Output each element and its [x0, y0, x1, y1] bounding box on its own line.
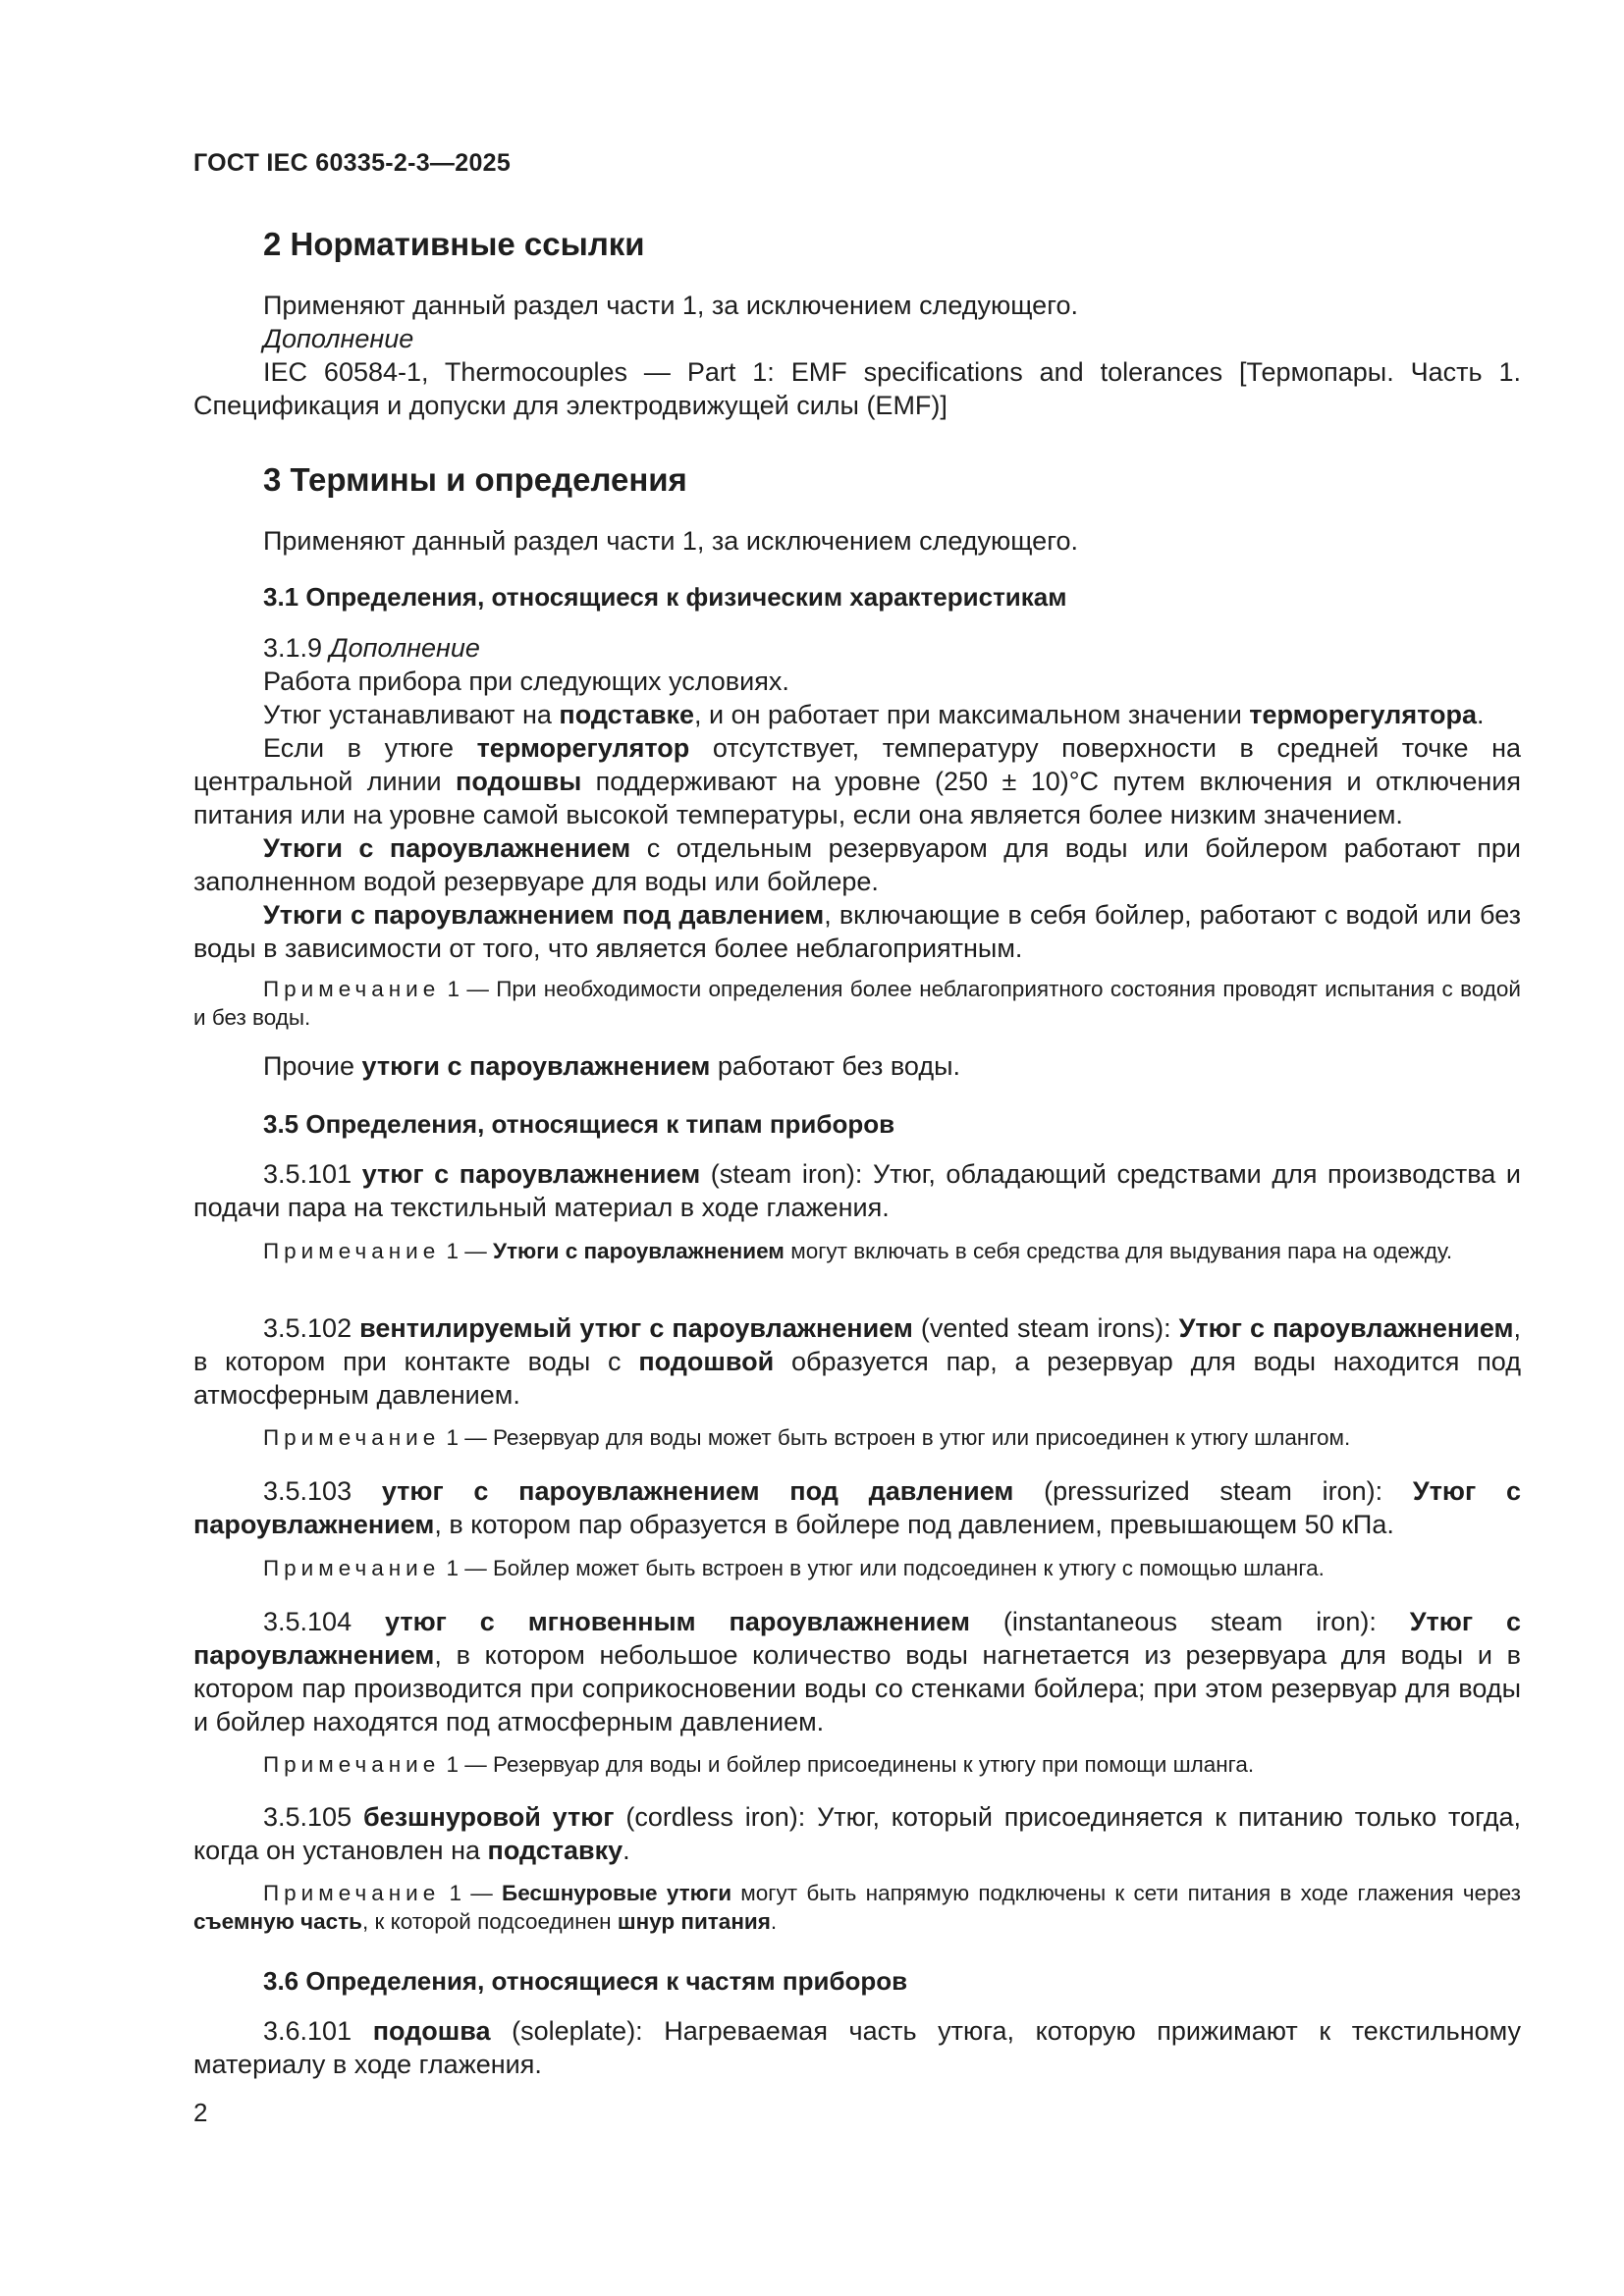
section-2-heading: 2 Нормативные ссылки — [263, 226, 645, 262]
note: Примечание 1 — Бойлер может быть встроен в утюг или подсоединен к утюгу с помощью шланга. — [263, 1556, 1325, 1580]
note: Примечание 1 — Резервуар для воды может быть встроен в утюг или присоединен к утюгу шлангом. — [263, 1425, 1351, 1450]
section-3-heading: 3 Термины и определения — [263, 461, 687, 498]
text-paragraph: Утюг устанавливают на подставке, и он работает при максимальном значении терморегулятора. — [263, 700, 1485, 729]
section-2-reference: IEC 60584-1, Thermocouples — Part 1: EMF specifications and tolerances [Термопары. Часть 1. Спецификация и допуски для электродвижущей силы (EMF)] — [193, 357, 1521, 420]
definition-3-5-101: 3.5.101 утюг с пароувлажнением (steam iron): Утюг, обладающий средствами для производства и подачи пара на текстильный материал в ходе глажения. — [193, 1159, 1521, 1222]
clause-number: 3.1.9 — [263, 633, 323, 663]
section-3-1-heading: 3.1 Определения, относящиеся к физическим характеристикам — [263, 582, 1067, 612]
section-3-6-heading: 3.6 Определения, относящиеся к частям приборов — [263, 1966, 908, 1996]
definition-3-6-101: 3.6.101 подошва (soleplate): Нагреваемая часть утюга, которую прижимают к текстильному материалу в ходе глажения. — [193, 2016, 1521, 2079]
note: Примечание 1 — Резервуар для воды и бойлер присоединены к утюгу при помощи шланга. — [263, 1752, 1255, 1777]
text-line: Работа прибора при следующих условиях. — [263, 667, 789, 696]
definition-3-5-105: 3.5.105 безшнуровой утюг (cordless iron): Утюг, который присоединяется к питанию только тогда, когда он установлен на подставку. — [193, 1802, 1522, 1865]
clause-addition: Дополнение — [329, 633, 480, 663]
note: Примечание 1 — При необходимости определения более неблагоприятного состояния проводят испытания с водой и без воды. — [193, 977, 1521, 1030]
definition-3-5-104: 3.5.104 утюг с мгновенным пароувлажнением (instantaneous steam iron): Утюг с пароувлажнением, в котором небольшое количество воды нагнетается из резервуара для воды и в котором пар производится при соприкосновении воды со стенками бойлера; при этом резервуар для воды и бойлер находятся под атмосферным давлением. — [193, 1607, 1521, 1736]
text-paragraph: Если в утюге терморегулятор отсутствует, температуру поверхности в средней точке на центральной линии подошвы поддерживают на уровне (250 ± 10)°С путем включения и отключения питания или на уровне самой высокой температуры, если она является более низким значением. — [193, 733, 1521, 829]
section-2-addition: Дополнение — [263, 324, 414, 353]
note: Примечание 1 — Утюги с пароувлажнением могут включать в себя средства для выдувания пара на одежду. — [263, 1239, 1453, 1263]
section-3-intro: Применяют данный раздел части 1, за исключением следующего. — [263, 526, 1078, 556]
text-line: Прочие утюги с пароувлажнением работают без воды. — [263, 1051, 961, 1081]
text-paragraph: Утюги с пароувлажнением с отдельным резервуаром для воды или бойлером работают при заполненном водой резервуаре для воды или бойлере. — [193, 833, 1521, 896]
definition-3-5-102: 3.5.102 вентилируемый утюг с пароувлажнением (vented steam irons): Утюг с пароувлажнением, в котором при контакте воды с подошвой образуется пар, а резервуар для воды находится под атмосферным давлением. — [193, 1313, 1521, 1410]
standard-code-header: ГОСТ IEC 60335-2-3—2025 — [193, 149, 512, 177]
section-3-5-heading: 3.5 Определения, относящиеся к типам приборов — [263, 1109, 895, 1139]
text-paragraph: Утюги с пароувлажнением под давлением, включающие в себя бойлер, работают с водой или без воды в зависимости от того, что является более неблагоприятным. — [193, 900, 1521, 963]
section-2-intro: Применяют данный раздел части 1, за исключением следующего. — [263, 291, 1078, 320]
page-number: 2 — [193, 2098, 208, 2127]
clause-3-1-9 — [263, 631, 480, 665]
note: Примечание 1 — Бесшнуровые утюги могут быть напрямую подключены к сети питания в ходе глажения через съемную часть, к которой подсоединен шнур питания. — [193, 1881, 1521, 1934]
definition-3-5-103: 3.5.103 утюг с пароувлажнением под давлением (pressurized steam iron): Утюг с пароувлажнением, в котором пар образуется в бойлере под давлением, превышающем 50 кПа. — [193, 1476, 1521, 1539]
